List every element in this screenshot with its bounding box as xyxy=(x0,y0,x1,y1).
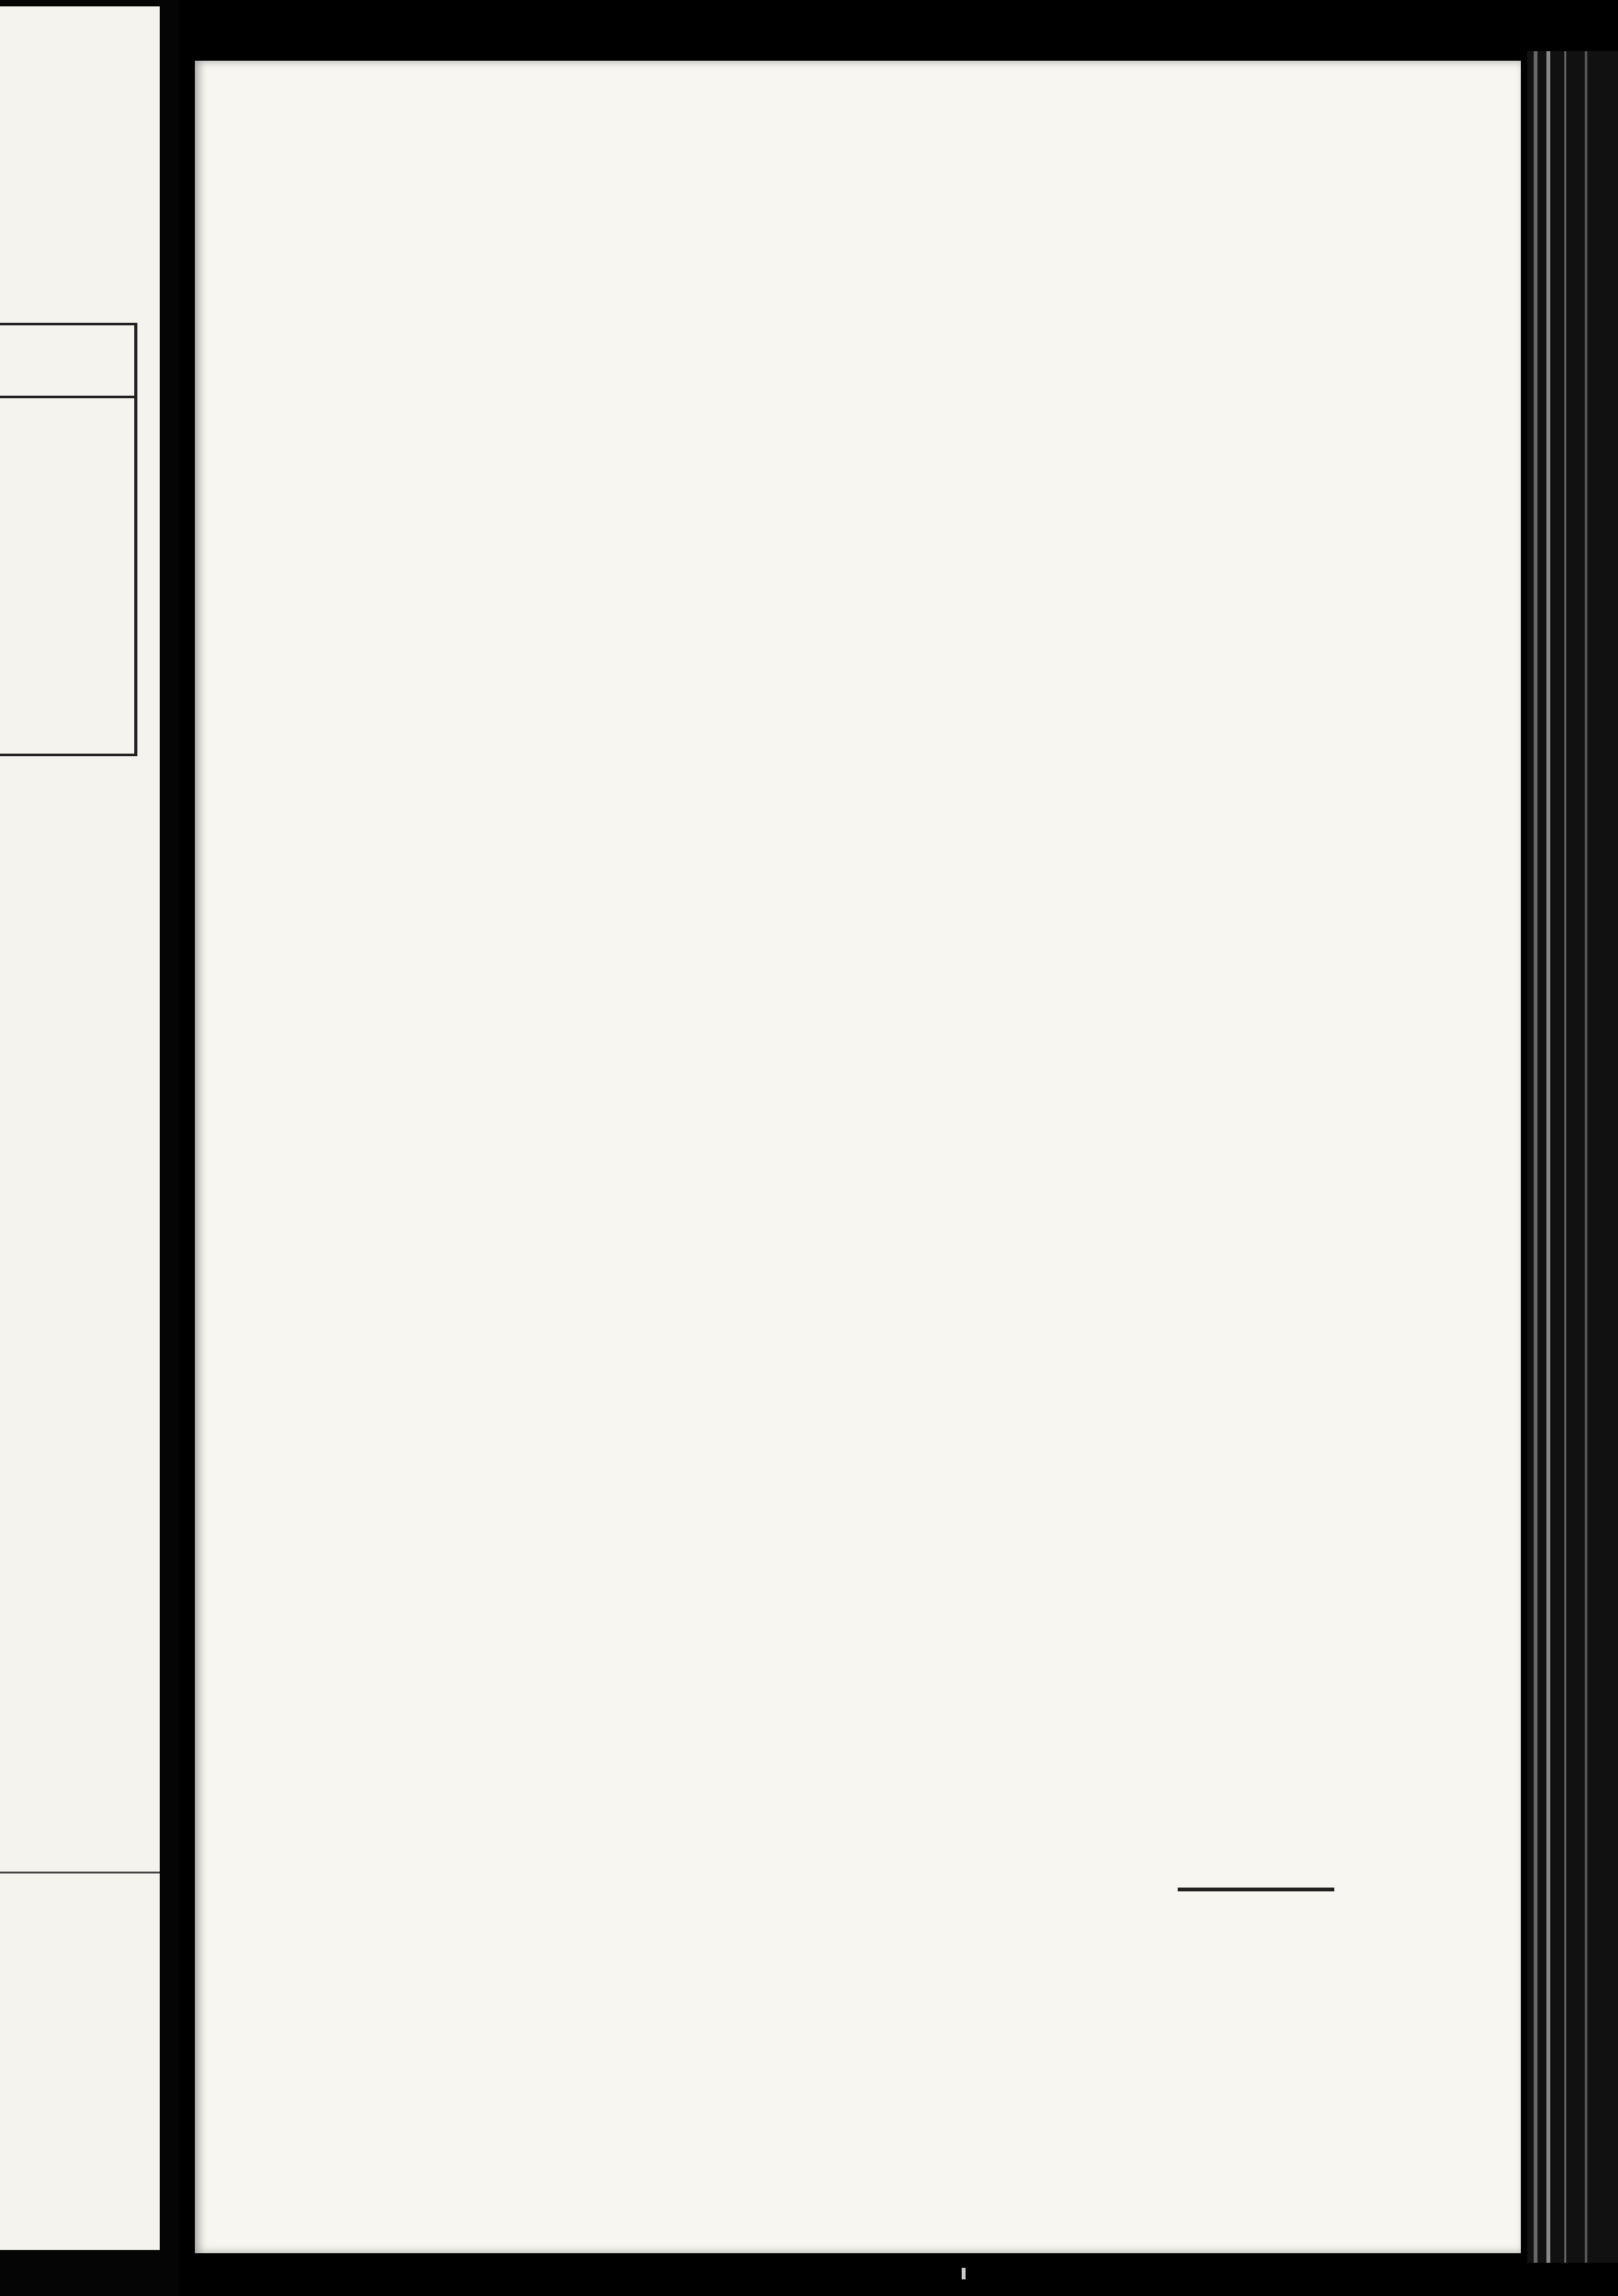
carried-forward-row xyxy=(195,278,1521,314)
facing-page-fragment xyxy=(0,6,160,2250)
facing-page-table-frame xyxy=(0,323,137,756)
report-row xyxy=(195,1894,1521,1930)
page-edge-shadow xyxy=(1527,51,1618,2263)
book-page xyxy=(195,61,1521,2253)
scan-mark xyxy=(962,2268,966,2279)
facing-page-rule xyxy=(0,1872,160,1873)
total-rule xyxy=(1178,1888,1334,1891)
